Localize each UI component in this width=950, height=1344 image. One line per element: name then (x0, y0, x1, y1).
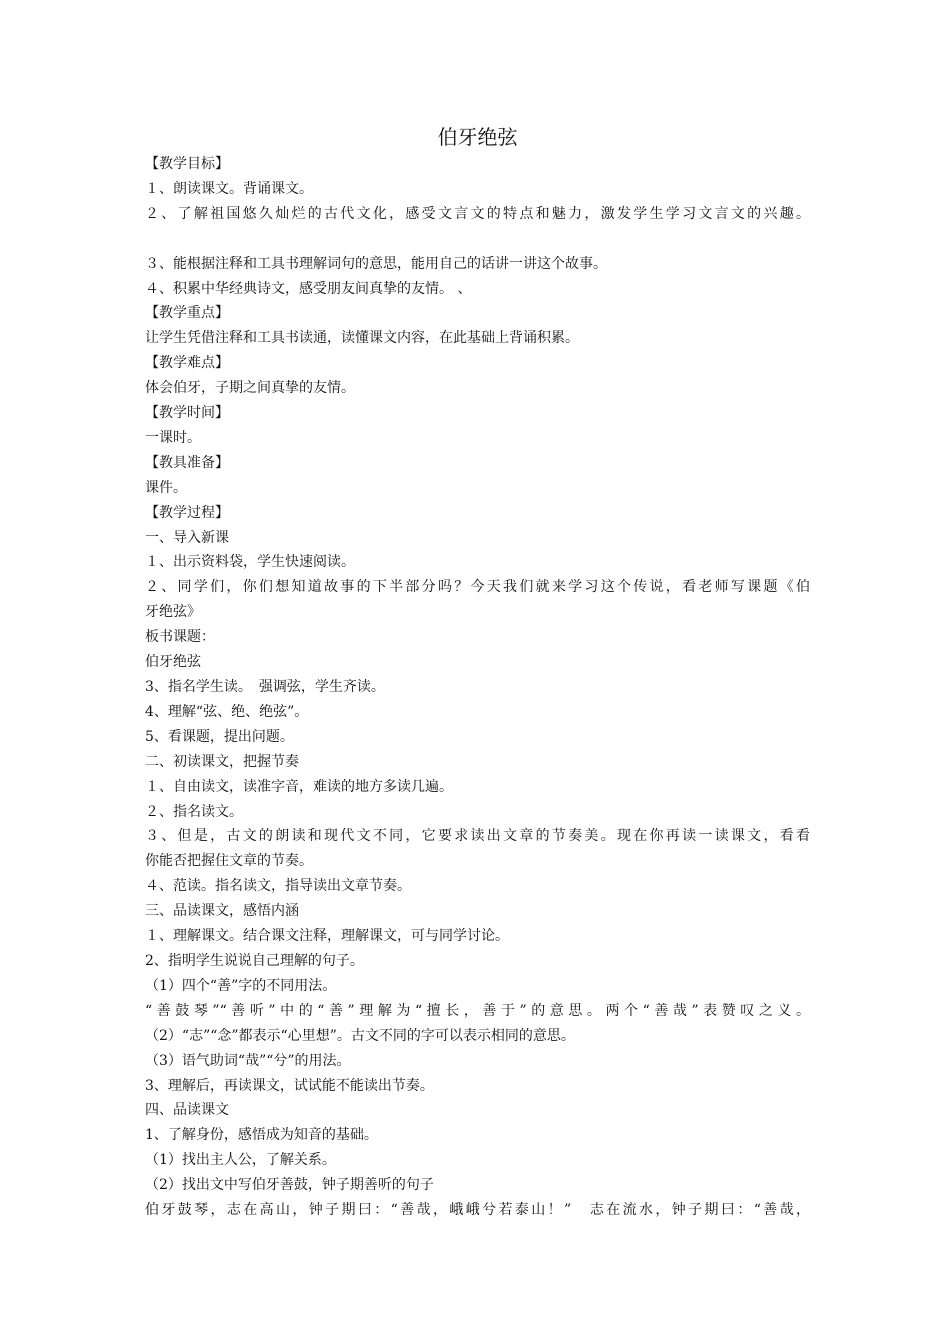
text-line: 一课时。 (145, 429, 201, 446)
document-body (145, 152, 810, 1223)
text-line: 3、指名学生读。 强调弦，学生齐读。 (145, 679, 385, 696)
text-line: （2）找出文中写伯牙善鼓，钟子期善听的句子 (145, 1177, 434, 1194)
text-line: ３、但是，古文的朗读和现代文不同，它要求读出文章的节奏美。现在你再读一读课文，看看 (145, 828, 810, 845)
text-line: 板书课题： (145, 629, 215, 646)
text-line: 2、指明学生说说自己理解的句子。 (145, 952, 364, 969)
text-line: ２、指名读文。 (145, 803, 243, 820)
text-line (145, 227, 810, 252)
text-line: 【教学目标】 (145, 156, 229, 172)
text-line: ２、了解祖国悠久灿烂的古代文化，感受文言文的特点和魅力，激发学生学习文言文的兴趣。 (145, 205, 810, 222)
text-line: 3、理解后，再读课文，试试能不能读出节奏。 (145, 1077, 434, 1094)
text-line: 4、理解“弦、绝、绝弦”。 (145, 703, 309, 720)
text-line: 四、品读课文 (145, 1102, 229, 1119)
text-line: ３、能根据注释和工具书理解词句的意思，能用自己的话讲一讲这个故事。 (145, 255, 607, 272)
text-line: 二、初读课文，把握节奏 (145, 753, 299, 770)
text-line: 伯牙绝弦 (145, 654, 201, 671)
text-line: 一、导入新课 (145, 529, 229, 546)
text-line: 1、了解身份，感悟成为知音的基础。 (145, 1127, 378, 1144)
text-line: 牙绝弦》 (145, 604, 201, 621)
document-title: 伯牙绝弦 (437, 125, 518, 149)
text-line: 5、看课题，提出问题。 (145, 728, 294, 745)
text-line: 三、品读课文，感悟内涵 (145, 903, 299, 920)
text-line: 体会伯牙，子期之间真挚的友情。 (145, 380, 355, 397)
text-line: （1）四个“善”字的不同用法。 (145, 977, 337, 994)
text-line: 你能否把握住文章的节奏。 (145, 853, 313, 870)
text-line: 【教具准备】 (145, 454, 229, 471)
text-line: １、理解课文。结合课文注释，理解课文，可与同学讨论。 (145, 928, 509, 945)
text-line: 【教学时间】 (145, 405, 229, 422)
text-line: 【教学过程】 (145, 504, 229, 521)
text-line: 伯牙鼓琴，志在高山，钟子期曰：“善哉，峨峨兮若泰山！” 志在流水，钟子期曰：“善哉， (145, 1202, 810, 1219)
text-line: 【教学难点】 (145, 355, 229, 372)
text-line: ４、范读。指名读文，指导读出文章节奏。 (145, 878, 411, 895)
text-line: １、朗读课文。背诵课文。 (145, 180, 313, 197)
text-line: 【教学重点】 (145, 305, 229, 322)
text-line: （2）“志”“念”都表示“心里想”。古文不同的字可以表示相同的意思。 (145, 1027, 575, 1044)
text-line: 课件。 (145, 479, 187, 496)
document-page (145, 124, 810, 1223)
text-line: （1）找出主人公，了解关系。 (145, 1152, 336, 1169)
text-line: ２、同学们，你们想知道故事的下半部分吗？今天我们就来学习这个传说，看老师写课题《伯 (145, 579, 810, 596)
text-line: 让学生凭借注释和工具书读通，读懂课文内容，在此基础上背诵积累。 (145, 330, 579, 347)
text-line: （3）语气助词“哉”“兮”的用法。 (145, 1052, 351, 1069)
text-line: １、自由读文，读准字音，难读的地方多读几遍。 (145, 778, 453, 795)
text-line: “善鼓琴”“善听”中的“善”理解为“擅长，善于”的意思。两个“善哉”表赞叹之义。 (145, 1002, 810, 1019)
text-line: １、出示资料袋，学生快速阅读。 (145, 554, 355, 571)
text-line: ４、积累中华经典诗文，感受朋友间真挚的友情。 、 (145, 280, 472, 297)
